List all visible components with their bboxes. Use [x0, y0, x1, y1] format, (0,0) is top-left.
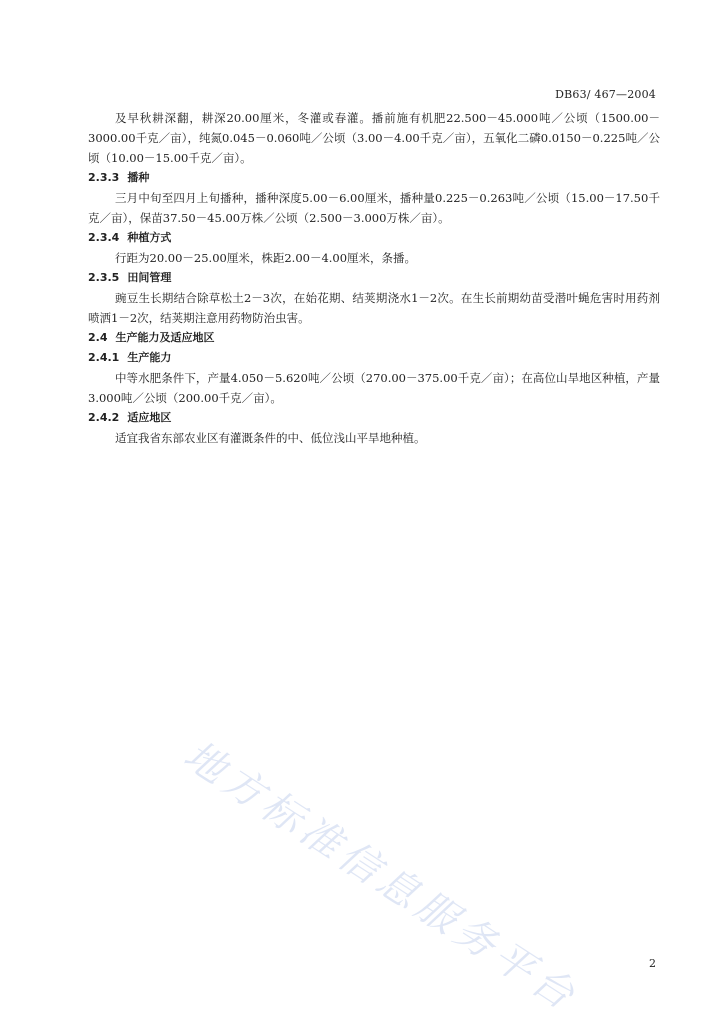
section-title: 种植方式 [127, 231, 172, 244]
section-number: 2.4.2 [88, 411, 120, 424]
paragraph-field-management: 豌豆生长期结合除草松土2－3次，在始花期、结荚期浇水1－2次。在生长前期幼苗受潜叶蝇危害时用药剂喷洒1－2次，结荚期注意用药物防治虫害。 [88, 291, 660, 325]
heading-suitable-regions [88, 408, 660, 428]
heading-productivity [88, 348, 660, 368]
paragraph-soil-preparation: 及早秋耕深翻，耕深20.00厘米，冬灌或春灌。播前施有机肥22.500－45.000吨／公顷（1500.00－3000.00千克／亩），纯氮0.045－0.060吨／公顷（3.00－4.00千克／亩），五氧化二磷0.0150－0.225吨／公顷（10.00－15.00千克／亩）。 [88, 111, 660, 165]
section-title: 生产能力及适应地区 [115, 331, 215, 344]
section-number: 2.4 [88, 331, 108, 344]
heading-productivity-and-regions [88, 328, 660, 348]
heading-field-management [88, 268, 660, 288]
section-number: 2.4.1 [88, 351, 120, 364]
paragraph-sowing: 三月中旬至四月上旬播种，播种深度5.00－6.00厘米，播种量0.225－0.263吨／公顷（15.00－17.50千克／亩），保苗37.50－45.00万株／公顷（2.500－3.000万株／亩）。 [88, 191, 660, 225]
section-title: 生产能力 [127, 351, 172, 364]
document-number-header: DB63/ 467—2004 [555, 88, 656, 101]
section-number: 2.3.4 [88, 231, 120, 244]
paragraph-productivity: 中等水肥条件下，产量4.050－5.620吨／公顷（270.00－375.00千克／亩）；在高位山旱地区种植，产量3.000吨／公顷（200.00千克／亩）。 [88, 371, 660, 405]
paragraph-planting-method: 行距为20.00－25.00厘米，株距2.00－4.00厘米，条播。 [115, 251, 417, 265]
paragraph-suitable-regions: 适宜我省东部农业区有灌溉条件的中、低位浅山平旱地种植。 [115, 431, 426, 445]
watermark-text: 地方标准信息服务平台 [175, 732, 587, 1022]
section-title: 适应地区 [127, 411, 172, 424]
section-title: 田间管理 [127, 271, 172, 284]
section-number: 2.3.5 [88, 271, 120, 284]
heading-sowing [88, 168, 660, 188]
heading-planting-method [88, 228, 660, 248]
page-number: 2 [649, 957, 656, 970]
section-number: 2.3.3 [88, 171, 120, 184]
section-title: 播种 [127, 171, 150, 184]
document-body [88, 108, 660, 448]
